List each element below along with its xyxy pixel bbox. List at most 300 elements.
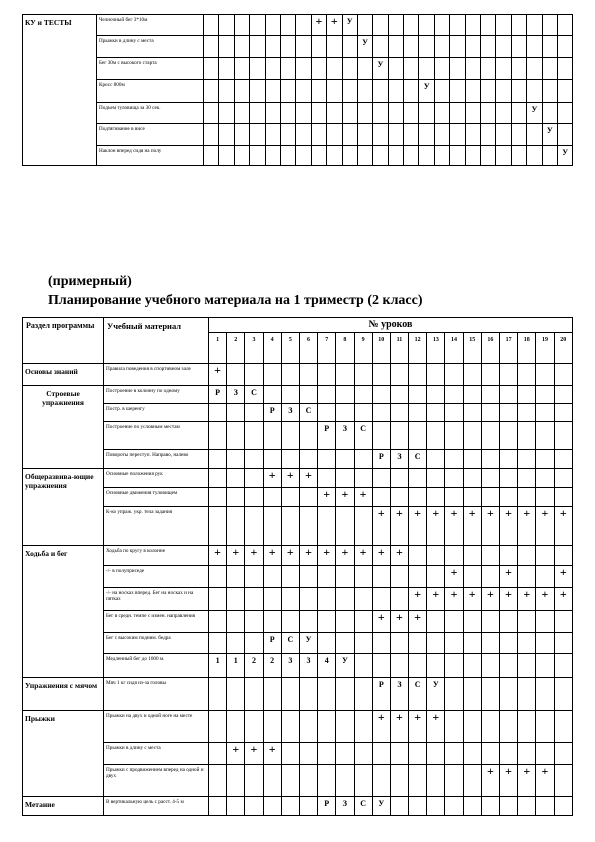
mark-cell [481,36,496,58]
mark-cell [481,364,499,386]
mark-cell: С [409,450,427,469]
mark-cell [500,678,518,711]
mark-cell [311,103,326,124]
mark-cell [204,15,219,36]
mark-cell [518,654,536,678]
mark-cell [419,15,434,36]
mark-cell: С [354,422,372,450]
mark-cell [463,566,481,588]
mark-cell [336,743,354,765]
mark-cell: Р [209,386,227,404]
mark-cell [557,15,572,36]
mark-cell [518,546,536,566]
planning-table [22,317,573,816]
mark-cell [299,364,317,386]
mark-cell [390,743,408,765]
mark-cell [404,103,419,124]
mark-cell [342,146,357,166]
mark-cell [481,488,499,507]
mark-cell [409,566,427,588]
mark-cell [500,404,518,422]
mark-cell [250,146,265,166]
mark-cell [481,546,499,566]
mark-cell [388,103,403,124]
mark-cell [263,566,281,588]
mark-cell [263,711,281,743]
mark-cell: + [245,743,263,765]
mark-cell [281,743,299,765]
mark-cell [390,765,408,797]
mark-cell [434,103,449,124]
mark-cell [445,765,463,797]
mark-cell [209,611,227,633]
mark-cell [250,103,265,124]
mark-cell: + [481,765,499,797]
mark-cell [336,364,354,386]
mark-cell [263,588,281,611]
mark-cell [496,146,511,166]
mark-cell [463,743,481,765]
mark-cell: + [409,507,427,546]
mark-cell [536,422,554,450]
mark-cell [280,146,295,166]
mark-cell [518,633,536,654]
mark-cell [445,654,463,678]
material-cell: Прыжки в длину с места [97,36,204,58]
lesson-number: 15 [463,333,481,364]
mark-cell [280,15,295,36]
mark-cell [427,566,445,588]
mark-cell [318,765,336,797]
mark-cell: + [409,711,427,743]
mark-cell [404,80,419,103]
mark-cell [445,711,463,743]
mark-cell [250,36,265,58]
mark-cell [463,386,481,404]
mark-cell: 1 [209,654,227,678]
mark-cell: + [311,15,326,36]
mark-cell [445,422,463,450]
mark-cell [445,546,463,566]
mark-cell [434,80,449,103]
mark-cell [388,15,403,36]
mark-cell [557,36,572,58]
mark-cell [427,364,445,386]
mark-cell [404,15,419,36]
subtitle: (примерный) [48,274,132,289]
mark-cell: 1 [227,654,245,678]
mark-cell [445,611,463,633]
mark-cell [542,36,557,58]
mark-cell [209,633,227,654]
mark-cell [372,364,390,386]
mark-cell [518,711,536,743]
material-cell: Кросс 800м [97,80,204,103]
mark-cell [500,450,518,469]
mark-cell: З [227,386,245,404]
mark-cell [536,611,554,633]
mark-cell: С [299,404,317,422]
mark-cell [263,507,281,546]
mark-cell [496,36,511,58]
mark-cell [219,103,234,124]
mark-cell: Р [372,678,390,711]
mark-cell [481,566,499,588]
lesson-number: 9 [354,333,372,364]
table-row [23,507,573,546]
mark-cell [427,422,445,450]
mark-cell [463,469,481,488]
mark-cell [554,765,572,797]
lesson-number: 18 [518,333,536,364]
mark-cell [296,103,311,124]
mark-cell [299,678,317,711]
lesson-number: 11 [390,333,408,364]
mark-cell: Р [318,797,336,816]
mark-cell: + [354,488,372,507]
material-cell: Основные положения рук [104,469,209,488]
mark-cell [409,546,427,566]
material-cell: Правила поведения в спортивном зале [104,364,209,386]
mark-cell [496,80,511,103]
mark-cell [318,611,336,633]
mark-cell [511,103,526,124]
mark-cell [427,765,445,797]
mark-cell [373,15,388,36]
table-row [23,36,573,58]
mark-cell: + [245,546,263,566]
mark-cell: + [336,546,354,566]
mark-cell [281,711,299,743]
mark-cell [463,450,481,469]
mark-cell [209,488,227,507]
material-cell: Прыжки с продвижением вперед на одной и двух [104,765,209,797]
mark-cell: + [299,469,317,488]
mark-cell [481,386,499,404]
section-cell: КУ и ТЕСТЫ [23,15,97,166]
mark-cell [318,566,336,588]
mark-cell [450,146,465,166]
mark-cell [554,364,572,386]
mark-cell [536,654,554,678]
mark-cell: + [354,546,372,566]
mark-cell: + [409,611,427,633]
mark-cell [450,124,465,146]
mark-cell [390,566,408,588]
material-cell: Подъем туловища за 30 сек. [97,103,204,124]
mark-cell [518,450,536,469]
mark-cell [500,797,518,816]
mark-cell [234,124,249,146]
mark-cell [554,654,572,678]
mark-cell [481,797,499,816]
mark-cell [404,58,419,80]
mark-cell [557,124,572,146]
mark-cell [357,146,372,166]
mark-cell: Р [263,404,281,422]
mark-cell [373,146,388,166]
tests-table [22,14,573,166]
mark-cell [463,488,481,507]
mark-cell [318,450,336,469]
mark-cell [554,797,572,816]
mark-cell [409,797,427,816]
mark-cell [554,678,572,711]
mark-cell [373,36,388,58]
mark-cell [390,422,408,450]
mark-cell: + [500,507,518,546]
mark-cell [372,765,390,797]
mark-cell [554,633,572,654]
mark-cell: 2 [245,654,263,678]
mark-cell [518,386,536,404]
mark-cell [245,507,263,546]
mark-cell [450,103,465,124]
mark-cell [445,633,463,654]
mark-cell [354,364,372,386]
mark-cell [219,80,234,103]
mark-cell [342,58,357,80]
mark-cell [463,797,481,816]
table-row [23,546,573,566]
mark-cell [542,15,557,36]
mark-cell [536,546,554,566]
mark-cell [311,124,326,146]
mark-cell [209,765,227,797]
lesson-number: 20 [554,333,572,364]
mark-cell [296,146,311,166]
mark-cell: + [445,566,463,588]
mark-cell [390,654,408,678]
table-row [23,422,573,450]
mark-cell: С [245,386,263,404]
mark-cell: + [327,15,342,36]
material-cell: Прыжки в длину с места [104,743,209,765]
mark-cell [318,633,336,654]
mark-cell [336,765,354,797]
mark-cell: У [336,654,354,678]
table-row [23,633,573,654]
mark-cell [373,80,388,103]
mark-cell [250,124,265,146]
mark-cell: + [263,469,281,488]
mark-cell [536,633,554,654]
table-row [23,743,573,765]
mark-cell [372,633,390,654]
mark-cell: 3 [299,654,317,678]
mark-cell [336,711,354,743]
mark-cell [245,450,263,469]
mark-cell [204,124,219,146]
mark-cell [419,36,434,58]
mark-cell [372,654,390,678]
table-row [23,404,573,422]
mark-cell [311,58,326,80]
mark-cell [554,488,572,507]
mark-cell [434,146,449,166]
mark-cell [518,678,536,711]
mark-cell [536,450,554,469]
mark-cell: У [342,15,357,36]
mark-cell [209,404,227,422]
mark-cell [390,488,408,507]
mark-cell [245,611,263,633]
mark-cell: У [419,80,434,103]
mark-cell [245,765,263,797]
mark-cell [496,15,511,36]
mark-cell: + [445,588,463,611]
table-row [23,80,573,103]
mark-cell: + [518,765,536,797]
mark-cell [281,797,299,816]
mark-cell: + [500,765,518,797]
mark-cell [500,611,518,633]
table-row [23,58,573,80]
mark-cell: У [542,124,557,146]
mark-cell [263,450,281,469]
lesson-number: 13 [427,333,445,364]
mark-cell [299,611,317,633]
mark-cell: + [554,566,572,588]
mark-cell [390,588,408,611]
mark-cell [427,546,445,566]
mark-cell [204,146,219,166]
mark-cell: + [336,488,354,507]
mark-cell [481,80,496,103]
mark-cell [209,566,227,588]
mark-cell [311,36,326,58]
mark-cell [227,711,245,743]
mark-cell [219,36,234,58]
mark-cell: + [427,711,445,743]
mark-cell [318,364,336,386]
mark-cell: 4 [318,654,336,678]
lesson-number: 10 [372,333,390,364]
mark-cell [204,36,219,58]
mark-cell [465,36,480,58]
mark-cell [227,678,245,711]
mark-cell [445,469,463,488]
mark-cell [536,678,554,711]
mark-cell [234,146,249,166]
mark-cell [263,488,281,507]
mark-cell [209,422,227,450]
lesson-number: 14 [445,333,463,364]
mark-cell [496,103,511,124]
table-row [23,103,573,124]
mark-cell [511,146,526,166]
mark-cell [227,611,245,633]
mark-cell [409,743,427,765]
section-cell: Строевые упражнения [23,386,104,469]
mark-cell [354,654,372,678]
mark-cell: У [357,36,372,58]
mark-cell [245,566,263,588]
mark-cell: + [554,507,572,546]
mark-cell [227,422,245,450]
mark-cell [518,404,536,422]
mark-cell [227,797,245,816]
mark-cell [463,546,481,566]
mark-cell [263,422,281,450]
mark-cell [299,422,317,450]
mark-cell [496,58,511,80]
mark-cell [554,386,572,404]
mark-cell [227,364,245,386]
header-row [23,318,573,333]
mark-cell [511,80,526,103]
mark-cell [419,146,434,166]
table-row [23,146,573,166]
mark-cell [463,611,481,633]
mark-cell [481,103,496,124]
mark-cell: + [372,507,390,546]
mark-cell [518,611,536,633]
mark-cell [296,58,311,80]
mark-cell [280,58,295,80]
mark-cell [481,469,499,488]
mark-cell [299,507,317,546]
mark-cell [219,15,234,36]
mark-cell [536,711,554,743]
mark-cell [463,422,481,450]
mark-cell [427,469,445,488]
mark-cell: + [427,507,445,546]
lesson-number: 1 [209,333,227,364]
table-row [23,765,573,797]
mark-cell [445,488,463,507]
lesson-number: 16 [481,333,499,364]
mark-cell [318,386,336,404]
mark-cell [342,80,357,103]
mark-cell [263,765,281,797]
mark-cell [357,15,372,36]
mark-cell [500,546,518,566]
mark-cell [245,404,263,422]
mark-cell [427,654,445,678]
mark-cell [296,80,311,103]
mark-cell [518,797,536,816]
material-cell: Ходьба по кругу в колонне [104,546,209,566]
mark-cell: + [481,507,499,546]
table-row [23,386,573,404]
mark-cell [481,678,499,711]
mark-cell [336,386,354,404]
material-cell: Построение по условным местам [104,422,209,450]
mark-cell [354,588,372,611]
mark-cell [463,364,481,386]
table-row [23,797,573,816]
mark-cell [481,404,499,422]
mark-cell [318,711,336,743]
mark-cell [481,711,499,743]
mark-cell [500,743,518,765]
mark-cell [409,488,427,507]
lesson-number: 17 [500,333,518,364]
mark-cell [299,765,317,797]
mark-cell [409,364,427,386]
mark-cell [299,797,317,816]
mark-cell: + [536,507,554,546]
mark-cell [465,80,480,103]
mark-cell [219,146,234,166]
mark-cell [427,450,445,469]
lesson-number: 4 [263,333,281,364]
mark-cell [434,15,449,36]
mark-cell [372,404,390,422]
mark-cell [299,488,317,507]
mark-cell: + [390,546,408,566]
